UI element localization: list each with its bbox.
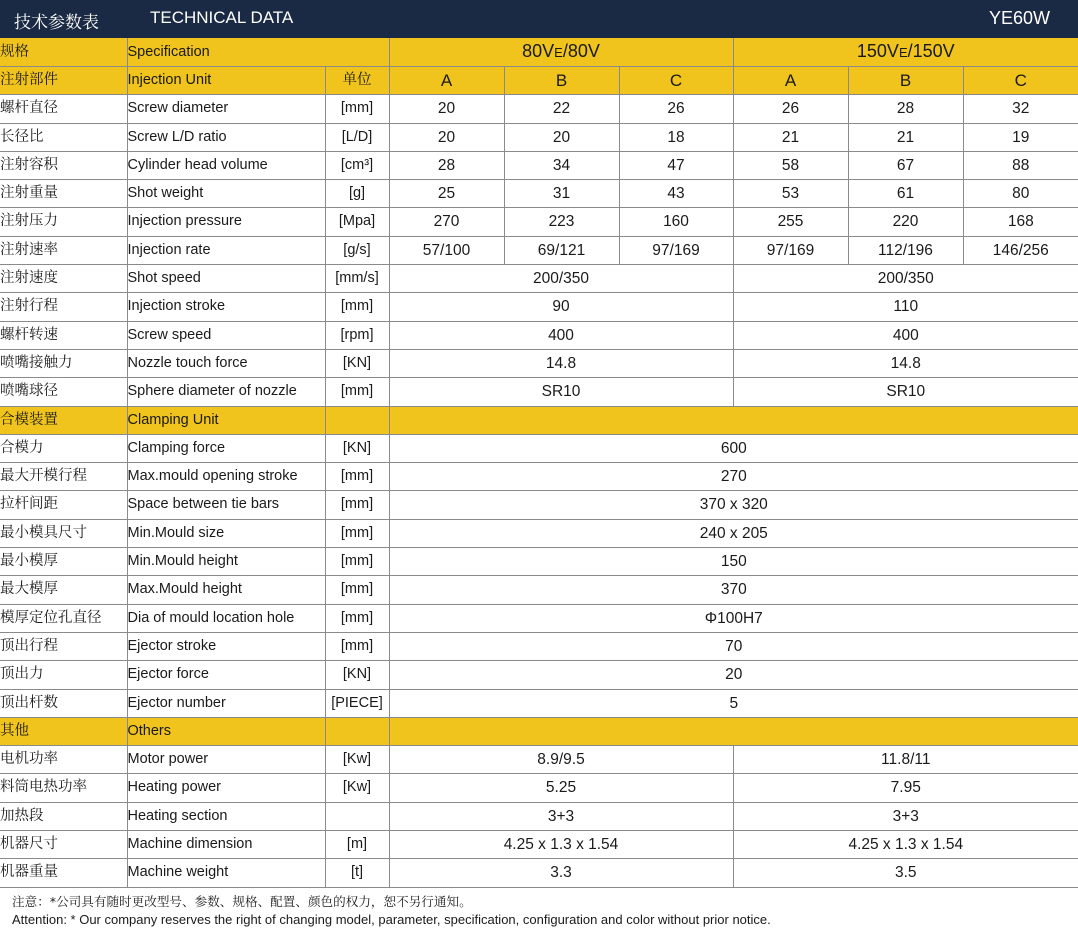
- param-label-cn: 顶出杆数: [0, 689, 127, 717]
- param-label-en: Heating power: [127, 774, 325, 802]
- param-unit: [mm/s]: [325, 265, 389, 293]
- col-header: A: [389, 67, 504, 95]
- table-row: [0, 293, 1078, 321]
- param-value: 400: [733, 321, 1078, 349]
- table-row: [0, 746, 1078, 774]
- unit-header: 单位: [325, 67, 389, 95]
- param-value: 4.25 x 1.3 x 1.54: [389, 831, 733, 859]
- group1-main: 80V: [522, 41, 555, 61]
- group2-rest: /150V: [907, 41, 955, 61]
- param-unit: [PIECE]: [325, 689, 389, 717]
- table-row: [0, 689, 1078, 717]
- param-value: 34: [504, 151, 619, 179]
- col-header: B: [504, 67, 619, 95]
- param-label-cn: 注射速度: [0, 265, 127, 293]
- param-unit: [mm]: [325, 95, 389, 123]
- param-label-cn: 注射容积: [0, 151, 127, 179]
- param-label-cn: 加热段: [0, 802, 127, 830]
- param-value: 80: [963, 180, 1078, 208]
- param-value: 20: [389, 661, 1078, 689]
- param-unit: [325, 802, 389, 830]
- param-label-en: Machine weight: [127, 859, 325, 887]
- param-label-en: Space between tie bars: [127, 491, 325, 519]
- param-label-cn: 螺杆直径: [0, 95, 127, 123]
- param-value: 20: [389, 95, 504, 123]
- param-value: 3+3: [733, 802, 1078, 830]
- param-value: 3.5: [733, 859, 1078, 887]
- param-value: 90: [389, 293, 733, 321]
- group1-rest: /80V: [562, 41, 600, 61]
- param-value: 26: [733, 95, 848, 123]
- param-value: 57/100: [389, 236, 504, 264]
- param-unit: [m]: [325, 831, 389, 859]
- param-label-en: Screw speed: [127, 321, 325, 349]
- param-label-en: Nozzle touch force: [127, 349, 325, 377]
- col-header: B: [848, 67, 963, 95]
- unit-header-empty: [325, 406, 389, 434]
- param-label-en: Screw L/D ratio: [127, 123, 325, 151]
- param-value: 67: [848, 151, 963, 179]
- param-value: 270: [389, 208, 504, 236]
- model-group-150v: [733, 38, 1078, 67]
- model-name: YE60W: [988, 8, 1050, 28]
- table-row: [0, 321, 1078, 349]
- section-fill: [389, 406, 1078, 434]
- param-unit: [KN]: [325, 661, 389, 689]
- model-group-80v: [389, 38, 733, 67]
- param-value: 255: [733, 208, 848, 236]
- section-label-cn: 注射部件: [0, 67, 127, 95]
- param-unit: [mm]: [325, 548, 389, 576]
- param-value: 146/256: [963, 236, 1078, 264]
- table-row: [0, 265, 1078, 293]
- param-unit: [rpm]: [325, 321, 389, 349]
- col-header: C: [963, 67, 1078, 95]
- param-value: 28: [848, 95, 963, 123]
- param-value: 97/169: [619, 236, 733, 264]
- param-unit: [KN]: [325, 349, 389, 377]
- param-value: 19: [963, 123, 1078, 151]
- param-value: 200/350: [389, 265, 733, 293]
- table-row: [0, 95, 1078, 123]
- param-value: 70: [389, 632, 1078, 660]
- param-label-cn: 注射重量: [0, 180, 127, 208]
- col-header: A: [733, 67, 848, 95]
- param-value: 220: [848, 208, 963, 236]
- param-value: 22: [504, 95, 619, 123]
- param-value: 69/121: [504, 236, 619, 264]
- param-unit: [mm]: [325, 576, 389, 604]
- table-row: [0, 208, 1078, 236]
- section-label-en: Others: [127, 717, 325, 745]
- note-cn: 注意：*公司具有随时更改型号、参数、规格、配置、颜色的权力，恕不另行通知。: [12, 894, 472, 909]
- param-unit: [KN]: [325, 434, 389, 462]
- param-label-en: Sphere diameter of nozzle: [127, 378, 325, 406]
- param-label-en: Ejector stroke: [127, 632, 325, 660]
- table-row: [0, 632, 1078, 660]
- param-unit: [mm]: [325, 378, 389, 406]
- injection-unit-header: [0, 67, 1078, 95]
- col-header: C: [619, 67, 733, 95]
- param-value: 400: [389, 321, 733, 349]
- param-value: SR10: [389, 378, 733, 406]
- title-bar: [0, 0, 1078, 38]
- param-label-en: Injection stroke: [127, 293, 325, 321]
- param-label-en: Min.Mould size: [127, 519, 325, 547]
- param-unit: [mm]: [325, 632, 389, 660]
- param-label-cn: 注射速率: [0, 236, 127, 264]
- param-label-en: Cylinder head volume: [127, 151, 325, 179]
- param-unit: [t]: [325, 859, 389, 887]
- param-label-cn: 最大模厚: [0, 576, 127, 604]
- table-row: [0, 236, 1078, 264]
- param-value: 31: [504, 180, 619, 208]
- param-value: 26: [619, 95, 733, 123]
- param-value: 5: [389, 689, 1078, 717]
- param-label-en: Ejector number: [127, 689, 325, 717]
- footer-note: [12, 893, 771, 929]
- param-label-en: Injection rate: [127, 236, 325, 264]
- param-value: 5.25: [389, 774, 733, 802]
- param-label-en: Shot speed: [127, 265, 325, 293]
- table-row: [0, 576, 1078, 604]
- table-row: [0, 378, 1078, 406]
- param-value: 7.95: [733, 774, 1078, 802]
- param-label-cn: 注射压力: [0, 208, 127, 236]
- param-label-en: Screw diameter: [127, 95, 325, 123]
- group2-main: 150V: [856, 41, 899, 61]
- group1-sc: E: [554, 45, 563, 60]
- param-label-en: Injection pressure: [127, 208, 325, 236]
- param-label-cn: 机器尺寸: [0, 831, 127, 859]
- param-label-cn: 螺杆转速: [0, 321, 127, 349]
- param-value: 3+3: [389, 802, 733, 830]
- param-unit: [g/s]: [325, 236, 389, 264]
- section-label-en: Clamping Unit: [127, 406, 325, 434]
- group2-sc: E: [898, 45, 908, 60]
- param-value: 3.3: [389, 859, 733, 887]
- table-row: [0, 463, 1078, 491]
- section-label-cn: 其他: [0, 717, 127, 745]
- table-row: [0, 859, 1078, 887]
- param-value: 25: [389, 180, 504, 208]
- clamping-unit-header: [0, 406, 1078, 434]
- param-label-en: Max.Mould height: [127, 576, 325, 604]
- param-value: 150: [389, 548, 1078, 576]
- param-label-en: Machine dimension: [127, 831, 325, 859]
- param-value: 20: [389, 123, 504, 151]
- param-label-en: Dia of mould location hole: [127, 604, 325, 632]
- param-unit: [Mpa]: [325, 208, 389, 236]
- table-row: [0, 491, 1078, 519]
- param-value: 240 x 205: [389, 519, 1078, 547]
- table-row: [0, 604, 1078, 632]
- param-unit: [mm]: [325, 604, 389, 632]
- param-unit: [L/D]: [325, 123, 389, 151]
- spec-label-cn: 规格: [0, 38, 127, 67]
- param-value: 11.8/11: [733, 746, 1078, 774]
- param-value: 4.25 x 1.3 x 1.54: [733, 831, 1078, 859]
- param-label-en: Shot weight: [127, 180, 325, 208]
- param-value: 14.8: [733, 349, 1078, 377]
- param-value: 160: [619, 208, 733, 236]
- param-value: 20: [504, 123, 619, 151]
- param-value: 21: [848, 123, 963, 151]
- param-unit: [cm³]: [325, 151, 389, 179]
- param-label-en: Heating section: [127, 802, 325, 830]
- param-label-cn: 喷嘴球径: [0, 378, 127, 406]
- title-en: TECHNICAL DATA: [150, 8, 294, 27]
- param-value: 18: [619, 123, 733, 151]
- param-label-cn: 喷嘴接触力: [0, 349, 127, 377]
- param-value: 168: [963, 208, 1078, 236]
- param-value: 200/350: [733, 265, 1078, 293]
- param-label-cn: 最小模厚: [0, 548, 127, 576]
- param-value: 370: [389, 576, 1078, 604]
- param-value: 88: [963, 151, 1078, 179]
- section-label-cn: 合模装置: [0, 406, 127, 434]
- param-value: 223: [504, 208, 619, 236]
- note-en: Attention: * Our company reserves the right of changing model, parameter, specification, configuration and color without prior notice.: [12, 912, 771, 927]
- param-value: 58: [733, 151, 848, 179]
- param-label-cn: 最大开模行程: [0, 463, 127, 491]
- param-label-cn: 长径比: [0, 123, 127, 151]
- param-value: 32: [963, 95, 1078, 123]
- param-label-en: Motor power: [127, 746, 325, 774]
- param-value: 14.8: [389, 349, 733, 377]
- table-row: [0, 831, 1078, 859]
- table-row: [0, 434, 1078, 462]
- spec-label-en: Specification: [127, 38, 389, 67]
- param-unit: [g]: [325, 180, 389, 208]
- others-header: [0, 717, 1078, 745]
- param-label-cn: 拉杆间距: [0, 491, 127, 519]
- table-row: [0, 802, 1078, 830]
- param-value: 8.9/9.5: [389, 746, 733, 774]
- param-label-cn: 模厚定位孔直径: [0, 604, 127, 632]
- param-unit: [mm]: [325, 463, 389, 491]
- param-value: 61: [848, 180, 963, 208]
- param-value: 112/196: [848, 236, 963, 264]
- section-fill: [389, 717, 1078, 745]
- param-value: 110: [733, 293, 1078, 321]
- param-unit: [mm]: [325, 491, 389, 519]
- table-row: [0, 519, 1078, 547]
- param-label-en: Ejector force: [127, 661, 325, 689]
- param-value: 21: [733, 123, 848, 151]
- table-row: [0, 123, 1078, 151]
- param-label-cn: 料筒电热功率: [0, 774, 127, 802]
- param-value: 370 x 320: [389, 491, 1078, 519]
- param-value: 43: [619, 180, 733, 208]
- table-row: [0, 548, 1078, 576]
- param-label-cn: 最小模具尺寸: [0, 519, 127, 547]
- specification-row: [0, 38, 1078, 67]
- param-value: 47: [619, 151, 733, 179]
- param-value: 28: [389, 151, 504, 179]
- param-label-en: Min.Mould height: [127, 548, 325, 576]
- param-label-en: Clamping force: [127, 434, 325, 462]
- param-label-cn: 合模力: [0, 434, 127, 462]
- section-label-en: Injection Unit: [127, 67, 325, 95]
- param-label-cn: 顶出行程: [0, 632, 127, 660]
- param-value: 600: [389, 434, 1078, 462]
- table-row: [0, 349, 1078, 377]
- param-unit: [mm]: [325, 519, 389, 547]
- param-label-cn: 电机功率: [0, 746, 127, 774]
- param-label-cn: 顶出力: [0, 661, 127, 689]
- table-row: [0, 151, 1078, 179]
- param-value: Φ100H7: [389, 604, 1078, 632]
- table-row: [0, 774, 1078, 802]
- table-row: [0, 661, 1078, 689]
- param-value: 97/169: [733, 236, 848, 264]
- param-label-en: Max.mould opening stroke: [127, 463, 325, 491]
- param-label-cn: 机器重量: [0, 859, 127, 887]
- param-value: SR10: [733, 378, 1078, 406]
- param-unit: [mm]: [325, 293, 389, 321]
- title-cn: 技术参数表: [14, 13, 99, 33]
- technical-data-table: [0, 38, 1078, 888]
- param-unit: [Kw]: [325, 746, 389, 774]
- table-row: [0, 180, 1078, 208]
- param-value: 270: [389, 463, 1078, 491]
- param-value: 53: [733, 180, 848, 208]
- param-unit: [Kw]: [325, 774, 389, 802]
- param-label-cn: 注射行程: [0, 293, 127, 321]
- unit-header-empty: [325, 717, 389, 745]
